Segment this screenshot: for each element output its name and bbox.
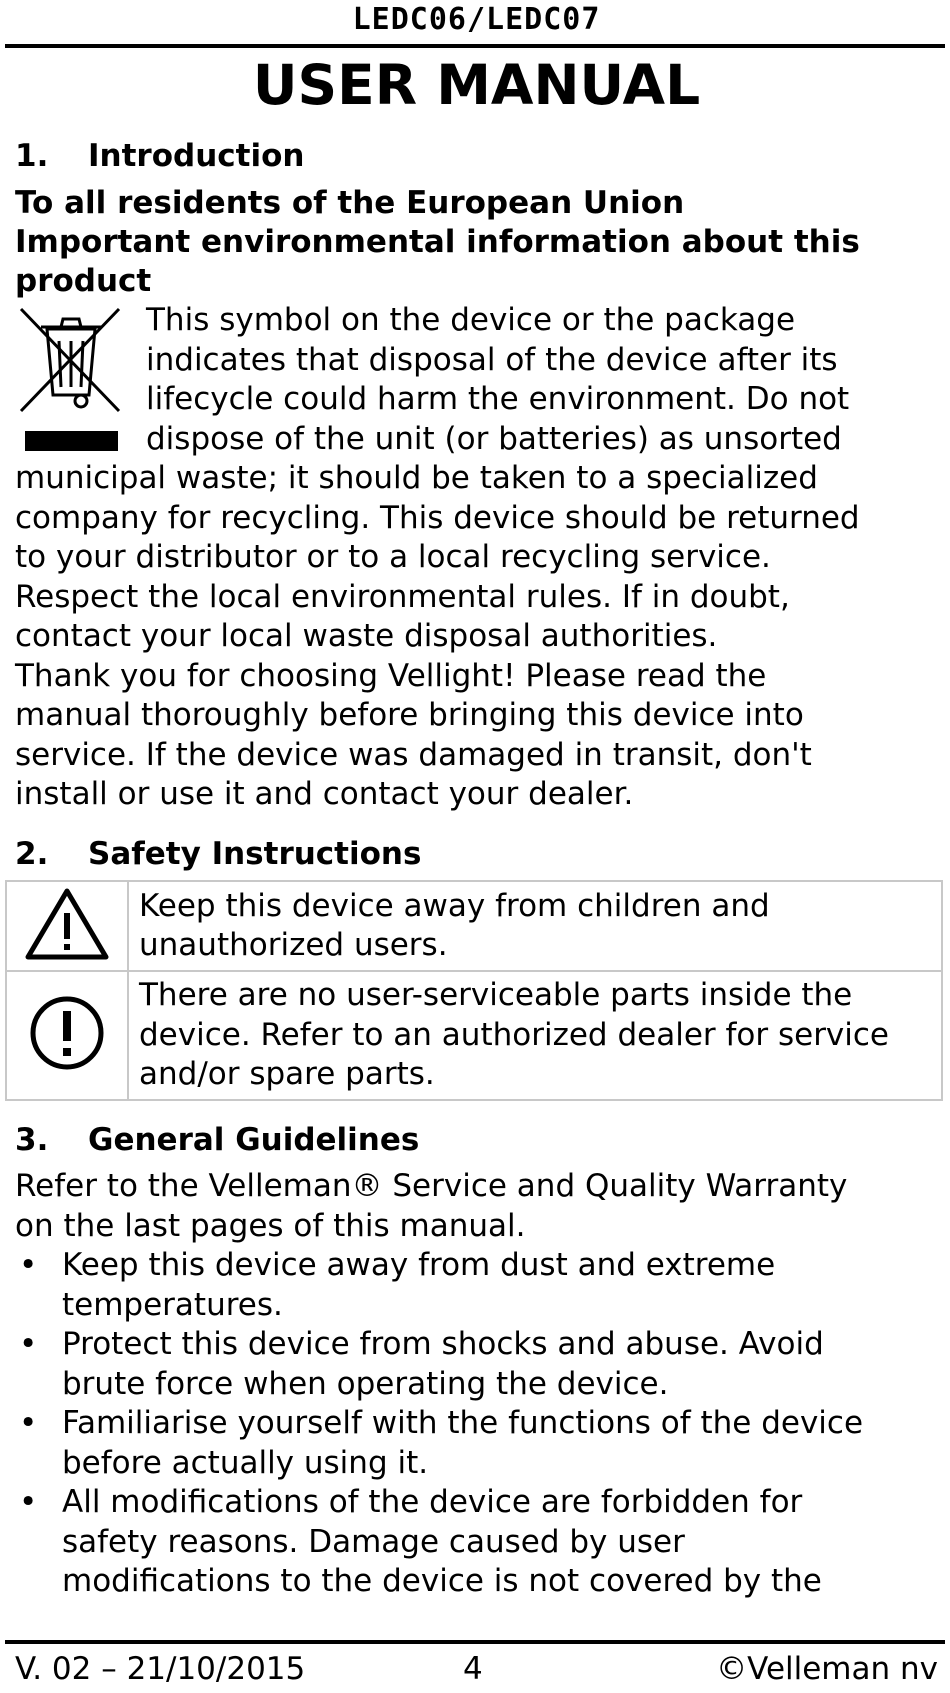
env-heading-line1: Important environmental information about this: [15, 224, 860, 260]
text-line: contact your local waste disposal authorities.: [15, 618, 718, 654]
section-title-general: [15, 1122, 419, 1158]
section-title-introduction: [15, 138, 304, 174]
text-line: Keep this device away from dust and extreme: [62, 1247, 776, 1283]
text-line: unauthorized users.: [139, 927, 448, 963]
safety-table: [5, 880, 943, 1101]
text-line: temperatures.: [62, 1286, 283, 1323]
table-row: [6, 881, 942, 971]
list-item: [15, 1325, 938, 1404]
page-title: USER MANUAL: [252, 53, 701, 117]
text-line: indicates that disposal of the device after its: [146, 341, 838, 378]
text-line: on the last pages of this manual.: [15, 1207, 526, 1244]
text-line: All modifications of the device are forbidden for: [62, 1484, 803, 1520]
guidelines-list: [15, 1246, 938, 1602]
eu-heading: To all residents of the European Union: [15, 185, 685, 221]
section-number: 3.: [15, 1122, 49, 1158]
weee-underline-bar: [25, 431, 118, 451]
icon-cell: [6, 881, 128, 971]
footer-rule: [5, 1640, 945, 1644]
text-line: and/or spare parts.: [139, 1056, 435, 1092]
text-line: lifecycle could harm the environment. Do not: [146, 381, 850, 417]
list-item: [15, 1246, 938, 1325]
icon-cell: [6, 971, 128, 1100]
text-line: manual thoroughly before bringing this device into: [15, 697, 804, 733]
section-number: 2.: [15, 836, 49, 872]
env-heading-line2: product: [15, 263, 152, 299]
text-line: service. If the device was damaged in transit, don't: [15, 736, 812, 773]
section-title-text: General Guidelines: [88, 1122, 420, 1158]
text-line: municipal waste; it should be taken to a specialized: [15, 460, 818, 496]
text-line: Protect this device from shocks and abuse. Avoid: [62, 1326, 824, 1362]
text-line: Thank you for choosing Vellight! Please read the: [15, 657, 767, 694]
page-number: 4: [463, 1651, 483, 1687]
text-line: Familiarise yourself with the functions of the device: [62, 1405, 864, 1441]
text-line: dispose of the unit (or batteries) as unsorted: [146, 420, 842, 457]
bullet: •: [19, 1247, 38, 1283]
safety-text: [128, 881, 942, 971]
text-line: to your distributor or to a local recycling service.: [15, 539, 771, 575]
text-line: device. Refer to an authorized dealer for service: [139, 1016, 890, 1053]
weee-paragraph: [15, 459, 938, 815]
warning-triangle-icon: [24, 946, 110, 965]
section-number: 1.: [15, 138, 49, 174]
general-intro: [15, 1167, 938, 1246]
table-row: [6, 971, 942, 1100]
text-line: This symbol on the device or the package: [146, 302, 796, 338]
text-line: company for recycling. This device should be returned: [15, 499, 860, 536]
section-title-safety: [15, 836, 421, 872]
text-line: modifications to the device is not covered by the: [62, 1563, 822, 1599]
text-line: Refer to the Velleman® Service and Quality Warranty: [15, 1168, 848, 1204]
bullet: •: [19, 1326, 38, 1362]
text-line: brute force when operating the device.: [62, 1365, 669, 1402]
crossed-out-wheelie-bin-icon: [19, 307, 123, 417]
text-line: There are no user-serviceable parts inside the: [139, 977, 853, 1013]
list-item: [15, 1483, 938, 1602]
list-item: [15, 1404, 938, 1483]
page-footer: [15, 1651, 938, 1691]
section-title-text: Safety Instructions: [88, 836, 422, 872]
model-code: LEDC06/LEDC07: [352, 2, 601, 37]
text-line: install or use it and contact your dealer.: [15, 776, 634, 812]
safety-text: [128, 971, 942, 1100]
bullet: •: [19, 1484, 38, 1520]
version-date: V. 02 – 21/10/2015: [15, 1651, 306, 1687]
bullet: •: [19, 1405, 38, 1441]
exclamation-circle-icon: [27, 1058, 107, 1077]
text-line: safety reasons. Damage caused by user: [62, 1523, 685, 1560]
text-line: before actually using it.: [62, 1444, 429, 1481]
text-line: Keep this device away from children and: [139, 887, 770, 924]
header-rule: [5, 44, 945, 48]
weee-text: [146, 301, 938, 459]
copyright: ©Velleman nv: [716, 1651, 938, 1687]
section-title-text: Introduction: [88, 138, 305, 174]
text-line: Respect the local environmental rules. If in doubt,: [15, 578, 790, 615]
